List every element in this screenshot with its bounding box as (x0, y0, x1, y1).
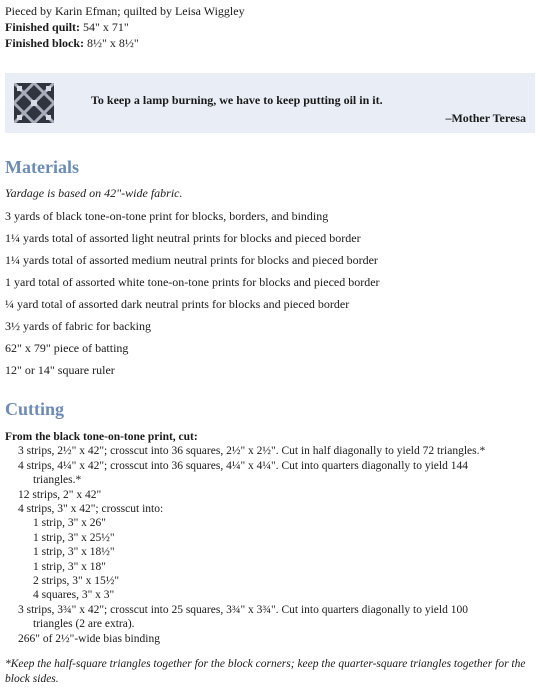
material-item: 3½ yards of fabric for backing (5, 319, 151, 333)
material-item: ¼ yard total of assorted dark neutral prints for blocks and pieced border (5, 297, 350, 311)
cutting-subhead: From the black tone-on-tone print, cut: (5, 431, 198, 443)
finished-block-label: Finished block: (5, 36, 85, 50)
cut-line: 4 strips, 3" x 42"; crosscut into: (18, 503, 164, 516)
cut-line: 1 strip, 3" x 18" (33, 560, 106, 573)
finished-quilt-label: Finished quilt: (5, 20, 81, 34)
cut-line: triangles.* (33, 474, 82, 487)
materials-heading: Materials (5, 157, 79, 177)
cut-line: 3 strips, 3¾" x 42"; crosscut into 25 squares, 3¾" x 3¾". Cut into quarters diagonally to yield 100 (18, 603, 468, 616)
quote-text: To keep a lamp burning, we have to keep putting oil in it. (91, 93, 383, 107)
materials-note: Yardage is based on 42"-wide fabric. (5, 186, 183, 200)
pieced-by: Pieced by Karin Efman; quilted by Leisa Wiggley (5, 4, 245, 18)
cut-line: 2 strips, 3" x 15½" (33, 575, 120, 588)
quilt-thumbnail-image (14, 83, 54, 123)
material-item: 3 yards of black tone-on-tone print for blocks, borders, and binding (5, 209, 329, 223)
finished-quilt-value: 54" x 71" (80, 20, 129, 34)
finished-block-value: 8½" x 8½" (84, 36, 139, 50)
cutting-heading: Cutting (5, 399, 65, 419)
cutting-list (5, 430, 533, 646)
cut-line: 1 strip, 3" x 26" (33, 517, 106, 530)
cut-line: triangles (2 are extra). (33, 618, 135, 631)
cut-line: 3 strips, 2½" x 42"; crosscut into 36 squares, 2½" x 2½". Cut in half diagonally to yield 72 triangles.* (18, 445, 486, 458)
finished-block (5, 35, 245, 51)
finished-quilt (5, 19, 245, 35)
material-item: 12" or 14" square ruler (5, 363, 115, 377)
cut-line: 4 strips, 4¼" x 42"; crosscut into 36 squares, 4¼" x 4¼". Cut into quarters diagonally to yield 144 (18, 459, 468, 472)
cut-line: 266" of 2½"-wide bias binding (18, 632, 160, 645)
quote-attribution: –Mother Teresa (445, 111, 526, 125)
cutting-footnote: *Keep the half-square triangles together for the block corners; keep the quarter-square triangles together for the block sides. (5, 658, 526, 685)
material-item: 1 yard total of assorted white tone-on-tone prints for blocks and pieced border (5, 275, 380, 289)
cut-line: 12 strips, 2" x 42" (18, 488, 102, 501)
material-item: 1¼ yards total of assorted medium neutral prints for blocks and pieced border (5, 253, 378, 267)
material-item: 62" x 79" piece of batting (5, 341, 129, 355)
cut-line: 1 strip, 3" x 25½" (33, 531, 115, 544)
credits (5, 3, 245, 51)
cut-line: 1 strip, 3" x 18½" (33, 546, 115, 559)
material-item: 1¼ yards total of assorted light neutral prints for blocks and pieced border (5, 231, 361, 245)
quote-band (5, 73, 535, 133)
cut-line: 4 squares, 3" x 3" (33, 589, 115, 602)
